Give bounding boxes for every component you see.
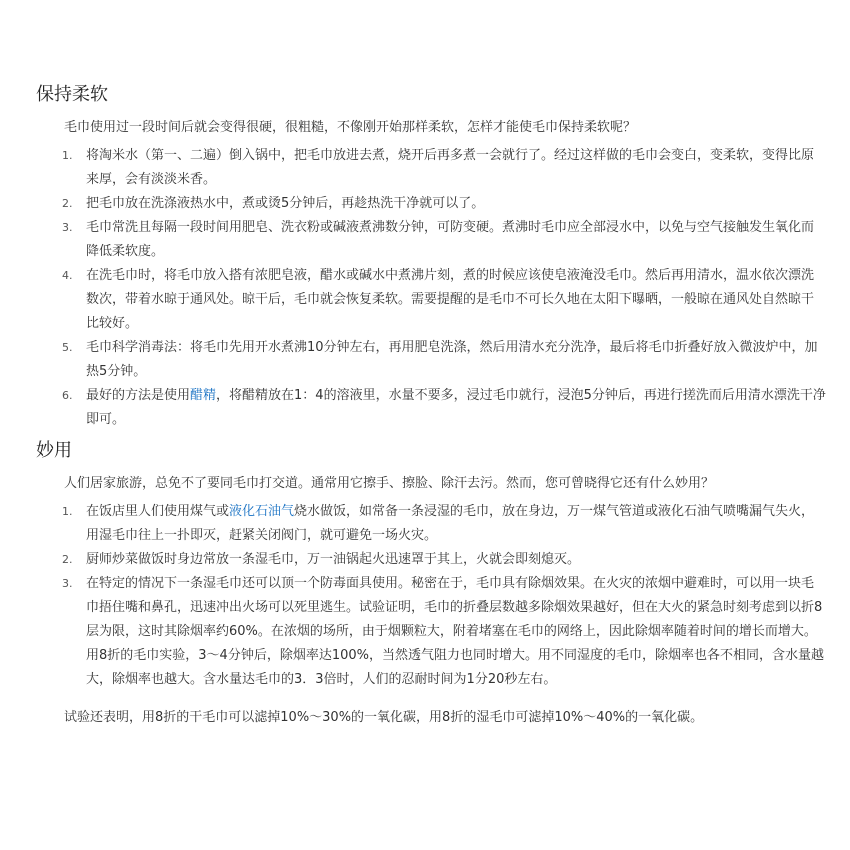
list-item-text: 毛巾科学消毒法：将毛巾先用开水煮沸10分钟左右，再用肥皂洗涤，然后用清水充分洗净，最后将毛巾折叠好放入微波炉中，加热5分钟。 <box>86 340 818 379</box>
list-number: 3. <box>62 221 73 234</box>
list-number: 2. <box>62 553 73 566</box>
list-item-text: 毛巾常洗且每隔一段时间用肥皂、洗衣粉或碱液煮沸数分钟，可防变硬。煮沸时毛巾应全部浸水中，以免与空气接触发生氧化而降低柔软度。 <box>86 220 815 259</box>
list-item-text-pre: 在饭店里人们使用煤气或 <box>86 504 230 519</box>
list-item <box>62 144 826 192</box>
list-number: 3. <box>62 577 73 590</box>
article <box>36 80 826 730</box>
list-item-text: 厨师炒菜做饭时身边常放一条湿毛巾，万一油锅起火迅速罩于其上，火就会即刻熄灭。 <box>86 552 581 567</box>
closing-paragraph: 试验还表明，用8折的干毛巾可以滤掉10%～30%的一氧化碳，用8折的湿毛巾可滤掉10%～40%的一氧化碳。 <box>64 710 704 725</box>
list-item <box>62 572 826 692</box>
list-number: 6. <box>62 389 73 402</box>
list-item-text-pre: 最好的方法是使用 <box>86 388 191 403</box>
list-item <box>62 500 826 548</box>
list-number: 4. <box>62 269 73 282</box>
list-item <box>62 192 826 216</box>
list-item-text: 将淘米水（第一、二遍）倒入锅中，把毛巾放进去煮，烧开后再多煮一会就行了。经过这样做的毛巾会变白，变柔软，变得比原来厚，会有淡淡米香。 <box>86 148 815 187</box>
list-number: 1. <box>62 505 73 518</box>
list-item-text: 在洗毛巾时，将毛巾放入搭有浓肥皂液，醋水或碱水中煮沸片刻，煮的时候应该使皂液淹没毛巾。然后再用清水，温水依次漂洗数次，带着水晾于通风处。晾干后，毛巾就会恢复柔软。需要提醒的是毛巾不可长久地在太阳下曝晒，一般晾在通风处自然晾干比较好。 <box>86 268 815 331</box>
tips-list <box>36 144 826 432</box>
lpg-link[interactable]: 液化石油气 <box>229 504 295 519</box>
list-item <box>62 336 826 384</box>
section-intro: 毛巾使用过一段时间后就会变得很硬，很粗糙，不像刚开始那样柔软，怎样才能使毛巾保持柔软呢？ <box>64 120 637 135</box>
section-intro: 人们居家旅游，总免不了要同毛巾打交道。通常用它擦手、擦脸、除汗去污。然而，您可曾晓得它还有什么妙用？ <box>64 476 715 491</box>
list-item-text-post: ，将醋精放在1：4的溶液里，水量不要多，浸过毛巾就行，浸泡5分钟后，再进行搓洗而后用清水漂洗干净即可。 <box>86 388 826 427</box>
list-item <box>62 384 826 432</box>
uses-list <box>36 500 826 692</box>
list-number: 2. <box>62 197 73 210</box>
list-number: 1. <box>62 149 73 162</box>
list-item-text-post: 烧水做饭，如常备一条浸湿的毛巾，放在身边，万一煤气管道或液化石油气喷嘴漏气失火，用湿毛巾往上一扑即灭，赶紧关闭阀门，就可避免一场火灾。 <box>86 504 815 543</box>
list-item <box>62 216 826 264</box>
list-item <box>62 264 826 336</box>
vinegar-essence-link[interactable]: 醋精 <box>190 388 217 403</box>
list-item-text: 把毛巾放在洗涤液热水中，煮或烫5分钟后，再趁热洗干净就可以了。 <box>86 196 485 211</box>
list-item <box>62 548 826 572</box>
section-title-uses: 妙用 <box>36 440 72 461</box>
list-number: 5. <box>62 341 73 354</box>
list-item-text: 在特定的情况下一条湿毛巾还可以顶一个防毒面具使用。秘密在于，毛巾具有除烟效果。在火灾的浓烟中避难时，可以用一块毛巾捂住嘴和鼻孔，迅速冲出火场可以死里逃生。试验证明，毛巾的折叠层数越多除烟效果越好，但在大火的紧急时刻考虑到以折8层为限，这时其除烟率约60%。在浓烟的场所，由于烟颗粒大，附着堵塞在毛巾的网络上，因此除烟率随着时间的增长而增大。用8折的毛巾实验，3～4分钟后，除烟率达100%，当然透气阻力也同时增大。用不同湿度的毛巾，除烟率也各不相同，含水量越大，除烟率也越大。含水量达毛巾的3．3倍时，人们的忍耐时间为1分20秒左右。 <box>86 576 824 687</box>
section-title-keep-soft: 保持柔软 <box>36 84 108 105</box>
